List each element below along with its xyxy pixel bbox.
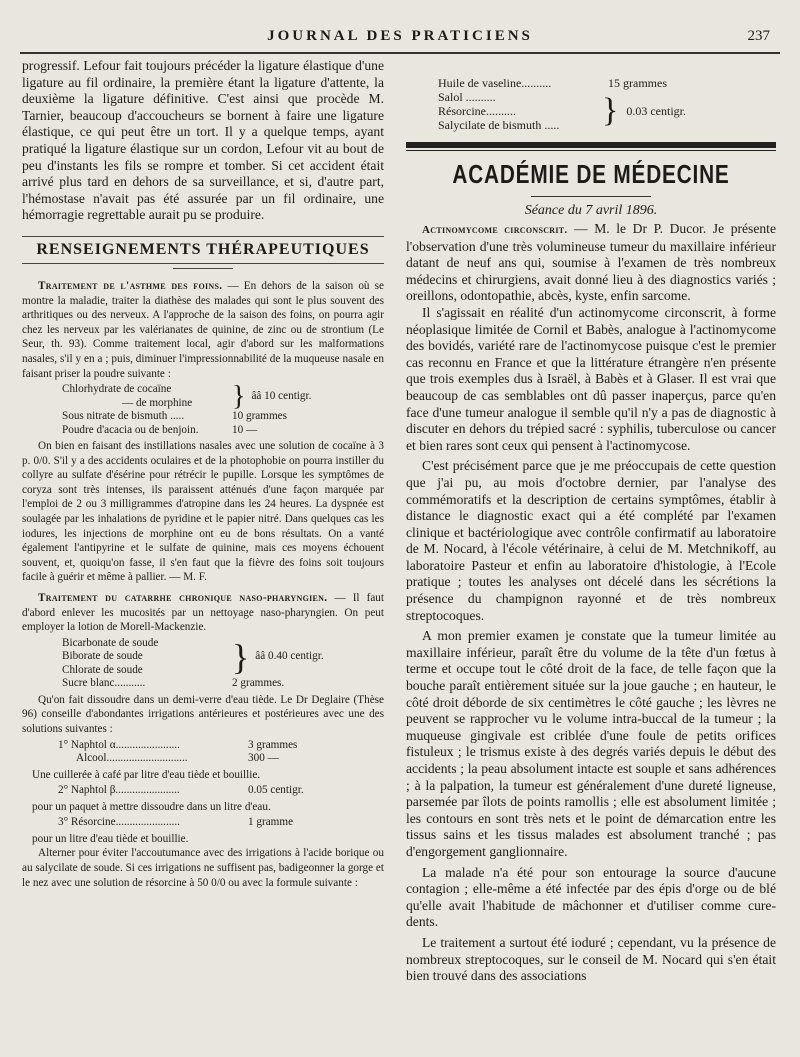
asthme-paragraph-2: On bien en faisant des instillations nasales avec une solution de cocaïne à 3 p. 0/0. S'il y a des accidents oculaires et de la photophobie on pourra instiller du collyre au sulfate d'ésérine pour rétrécir le pupille. Lorsque les symptômes de coryza sont très intenses, ils paraissent atténués d'une façon marquée par l'emploi de 2 ou 3 milligrammes d'atropine dans les 24 heures. La dyspnée est soulagée par les inhalations de pyridine et le papier nitré. Dans quelques cas les iodures, les injections de morphine ont eu de bons résultats. On a vanté également l'antipyrine et le sulfate de quinine, mais ces moyens échouent souvent, et, quoiqu'on fasse, il s'en faut que la fièvre des foins soit toujours facile à guérir et même à pallier. — M. F. xyxy=(22,440,384,584)
recipe-line: Poudre d'acacia ou de benjoin. xyxy=(62,423,199,436)
body-paragraph: Il s'agissait en réalité d'un actinomycome circonscrit, à forme néoplasique limitée de Cornil et Babès, analogue à l'actinomycome des bovidés, variété rare de l'actinomycose puisque c'est le premier cas reconnu en France et que la littérature étrangère n'en présente que trois exemples dus à Israël, à Babès et à Glaser. Il est vrai que beaucoup de cas semblables ont dû passer inaperçus, parce qu'en face d'une tumeur analogue il semble qu'il n'y a pas de diagnostic à discuter en dehors du trépied sacré : syphilis, tuberculose ou cancer et bien rares sont ceux qui pensent à l'actinomycose. xyxy=(406,304,776,453)
recipe-quantity: 10 — xyxy=(232,423,258,436)
left-column xyxy=(22,58,384,890)
solution-quantity: 1 gramme xyxy=(248,816,294,829)
body-paragraph: A mon premier examen je constate que la tumeur limitée au maxillaire inférieur, paraît être du volume de la tête d'un fœtus à terme et occupe tout le côté droit de la face, de telle façon que la bouche paraît entièrement située sur la joue gauche ; en hauteur, le côté droit déborde de six centimètres le côté gauche ; les lèvres ne peuvent se rapprocher vu le volume intra-buccal de la tumeur ; la muqueuse gingivale est criblée d'une foule de petits orifices fistuleux ; le trismus existe à des degrés variés depuis le début des accidents ; la peau absolument intacte est souple et sans adhérences ; à la palpation, la tumeur est généralement d'une dureté ligneuse, parsemée par îlots de points ramollis ; elle est absolument limitée ; les contours en sont très nets et le point de démarcation entre les tissus sains et les tissus malades est absolument tranché ; pas d'engorgement ganglionnaire. xyxy=(406,628,776,859)
recipe-line: Chlorhydrate de cocaïne xyxy=(62,383,172,396)
recipe-line: Chlorate de soude xyxy=(62,663,143,676)
solution-note: pour un paquet à mettre dissoudre dans un litre d'eau. xyxy=(32,800,271,813)
divider xyxy=(531,196,651,197)
recipe-line: Salol .......... xyxy=(438,90,496,104)
recipe-brace-group xyxy=(62,637,384,678)
journal-title: JOURNAL DES PRATICIENS xyxy=(267,28,533,44)
right-column xyxy=(406,76,776,985)
actino-heading: Actinomycome circonscrit. xyxy=(422,224,568,236)
page-header xyxy=(20,18,780,54)
actino-paragraph xyxy=(406,221,776,305)
recipe-catarrhe xyxy=(62,637,384,691)
brace-symbol: } xyxy=(602,92,619,129)
recipe-quantity: ââ 10 centigr. xyxy=(251,389,312,402)
recipe-quantity: 10 grammes xyxy=(232,410,287,423)
divider xyxy=(173,268,233,269)
body-paragraph: La malade n'a été pour son entourage la source d'aucune contagion ; elle-même a été infectée par des épis d'orge ou de blé qu'elle avait l'habitude de mâchonner et d'utiliser comme cure-dents. xyxy=(406,864,776,930)
catarrhe-paragraph xyxy=(22,591,384,635)
asthme-heading: Traitement de l'asthme des foins. xyxy=(38,279,223,292)
catarrhe-heading: Traitement du catarrhe chronique naso-pharyngien. xyxy=(38,592,328,605)
solution-line: 1° Naphtol α....................... xyxy=(58,738,180,751)
section-title: RENSEIGNEMENTS THÉRAPEUTIQUES xyxy=(22,236,384,264)
solution-line: 2° Naphtol β....................... xyxy=(58,784,180,797)
page-number: 237 xyxy=(747,28,770,44)
recipe-line: Biborate de soude xyxy=(62,650,143,663)
recipe-brace-group xyxy=(438,90,776,132)
solution-quantity: 300 — xyxy=(248,752,279,765)
recipe-line: Sous nitrate de bismuth ..... xyxy=(62,410,185,423)
asthme-text: — En dehors de la saison où se montre la maladie, traiter la diathèse des malades qui sont le plus souvent des arthritiques ou des nerveux. A l'approche de la saison des foins, on pourra agir chez les nerveux par les valérianates de quinine, de zinc ou de strontium (Le Seur, th. 93). Comme traitement local, agir d'abord sur les malformations nasales, s'il y en a ; puis, diminuer l'impressionnabilité de la muqueuse nasale en faisant priser la poudre suivante : xyxy=(22,279,384,380)
recipe-quantity: 2 grammes. xyxy=(232,677,285,690)
recipe-line: — de morphine xyxy=(122,396,193,409)
body-paragraph: Le traitement a surtout été ioduré ; cependant, vu la présence de nombreux streptocoques, sur le conseil de M. Nocard qui s'en était bien trouvé dans des associations xyxy=(406,934,776,984)
section-rule-thin xyxy=(406,150,776,151)
intro-paragraph: progressif. Lefour fait toujours précéder la ligature élastique d'une ligature au fil ordinaire, la première étant la ligature d'attente, la deuxième la ligature définitive. C'est ainsi que procède M. Tarnier, beaucoup d'accoucheurs se bornent à faire une ligature élastique, ce qui peut être un tort. Il y a quelque temps, ayant pratiqué la ligature élastique sur un cordon, Lefour vit au bout de peu d'instants les fils se rompre et tomber. Si cet accident était arrivé plus tard en dehors de sa surveillance, et si, d'autre part, l'hémostase n'avait pas été assurée par un fil ordinaire, une hémorragie regrettable aurait pu se produire. xyxy=(22,58,384,223)
solution-quantity: 3 grammes xyxy=(248,738,298,751)
recipe-continued xyxy=(438,76,776,132)
solutions-list xyxy=(58,739,384,766)
recipe-line: Bicarbonate de soude xyxy=(62,636,159,649)
solution-quantity: 0.05 centigr. xyxy=(248,784,304,797)
solution-line: 3° Résorcine....................... xyxy=(58,816,180,829)
recipe-quantity: ââ 0.40 centigr. xyxy=(255,650,324,663)
asthme-paragraph xyxy=(22,279,384,381)
recipe-brace-group xyxy=(62,380,384,412)
recipe-line: Sucre blanc........... xyxy=(62,677,146,690)
academie-title: ACADÉMIE DE MÉDECINE xyxy=(452,159,730,189)
recipe-asthme xyxy=(62,380,384,437)
solution-note: pour un litre d'eau tiède et bouillie. xyxy=(32,832,189,845)
recipe-line: Huile de vaseline.......... xyxy=(438,76,552,90)
brace-symbol: } xyxy=(232,380,246,412)
brace-symbol: } xyxy=(232,637,250,678)
final-paragraph: Alterner pour éviter l'accoutumance avec des irrigations à l'acide borique ou au salycilate de soude. Si ces irrigations ne suffisent pas, badigeonner la gorge et le nez avec une solution de résorcine à 50 0/0 ou avec la formule suivante : xyxy=(22,847,384,889)
solution-row xyxy=(58,816,384,830)
section-rule-thick xyxy=(406,142,776,148)
body-paragraph: C'est précisément parce que je me préoccupais de cette question que j'ai pu, au mois d'octobre dernier, par l'analyse des commémoratifs et la description de certains symptômes, établir à distance le diagnostic exact qui a été complété par l'examen clinique et bactériologique avec contrôle confirmatif au laboratoire de M. Nocard, à l'école vétérinaire, à celui de M. Metchnikoff, au laboratoire Pasteur et enfin au laboratoire d'histologie, à l'Ecole pratique ; toutes les analyses ont décelé dans les sécrétions la présence du champignon rayonné et de très nombreux streptocoques. xyxy=(406,458,776,623)
recipe-line: Résorcine.......... xyxy=(438,104,516,118)
actino-text: — M. le Dr P. Ducor. Je présente l'observation d'une très volumineuse tumeur du maxillaire inférieur datant de neuf ans qui, soumise à l'examen de très nombreux médecins et chirurgiens, avait donné lieu à des diagnostics variés ; oreillons, odontopathie, abcès, kyste, enfin sarcome. xyxy=(406,221,776,304)
solution-row xyxy=(58,784,384,798)
recipe-line: Salycilate de bismuth ..... xyxy=(438,118,560,132)
solution-line: Alcool............................. xyxy=(76,752,188,765)
solution-note: Une cuillerée à café par litre d'eau tiède et bouillie. xyxy=(32,768,261,781)
seance-date: Séance du 7 avril 1896. xyxy=(524,203,658,218)
catarrhe-paragraph-2: Qu'on fait dissoudre dans un demi-verre d'eau tiède. Le Dr Deglaire (Thèse 96) conseille d'abondantes irrigations antérieures et postérieures avec une des solutions suivantes : xyxy=(22,693,384,735)
recipe-quantity: 0.03 centigr. xyxy=(626,104,686,118)
recipe-quantity: 15 grammes xyxy=(608,76,667,90)
catarrhe-text: — Il faut d'abord enlever les mucosités par un nettoyage naso-pharyngien. On peut employer la lotion de Morell-Mackenzie. xyxy=(22,592,385,634)
